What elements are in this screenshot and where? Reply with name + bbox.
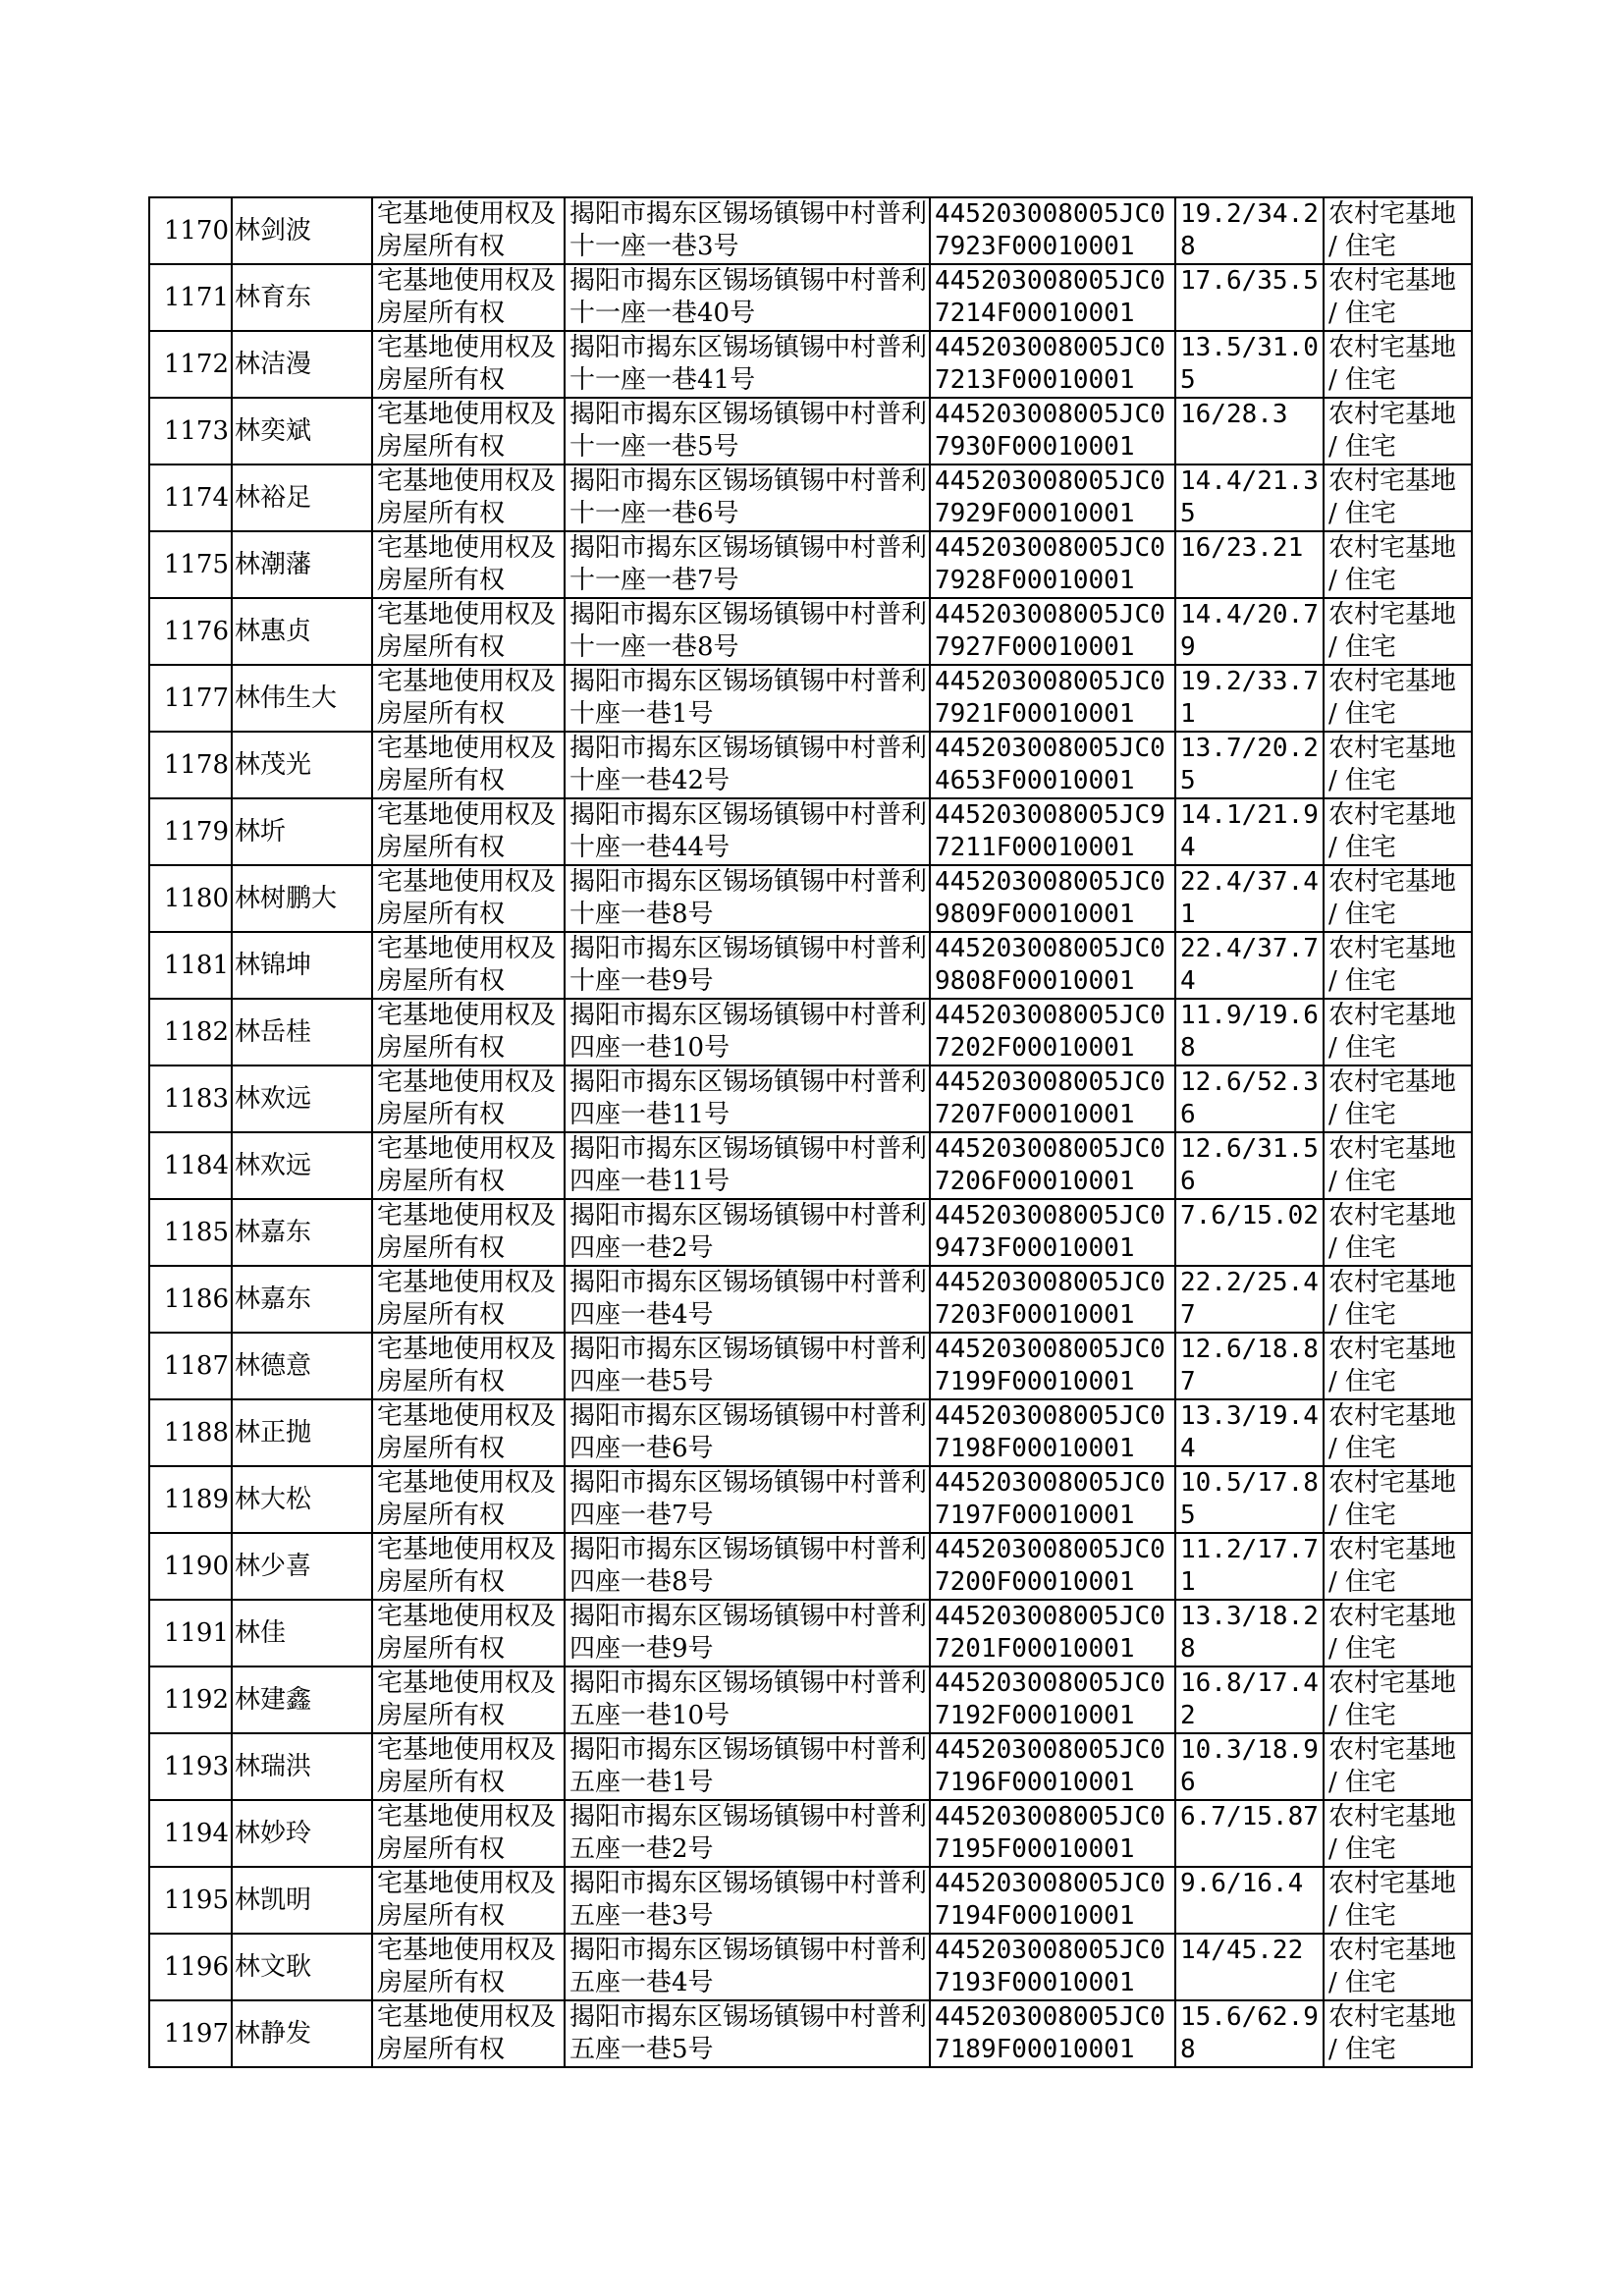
unit-code: 445203008005JC09473F00010001	[930, 1199, 1175, 1266]
unit-code: 445203008005JC07928F00010001	[930, 531, 1175, 598]
area-value: 13.7/20.25	[1175, 732, 1324, 798]
property-address: 揭阳市揭东区锡场镇锡中村普利四座一巷7号	[565, 1466, 930, 1533]
registration-table	[148, 196, 1473, 2068]
row-number: 1189	[149, 1466, 232, 1533]
right-type: 宅基地使用权及房屋所有权	[372, 932, 565, 999]
area-value: 22.4/37.74	[1175, 932, 1324, 999]
area-value: 13.3/19.44	[1175, 1399, 1324, 1466]
unit-code: 445203008005JC07194F00010001	[930, 1867, 1175, 1934]
owner-name: 林惠贞	[232, 598, 372, 665]
owner-name: 林奕斌	[232, 398, 372, 464]
property-address: 揭阳市揭东区锡场镇锡中村普利十一座一巷3号	[565, 197, 930, 264]
right-type: 宅基地使用权及房屋所有权	[372, 1667, 565, 1733]
table-row	[149, 197, 1472, 264]
right-type: 宅基地使用权及房屋所有权	[372, 1533, 565, 1600]
owner-name: 林妙玲	[232, 1800, 372, 1867]
row-number: 1190	[149, 1533, 232, 1600]
row-number: 1171	[149, 264, 232, 331]
property-address: 揭阳市揭东区锡场镇锡中村普利四座一巷9号	[565, 1600, 930, 1667]
owner-name: 林正抛	[232, 1399, 372, 1466]
property-address: 揭阳市揭东区锡场镇锡中村普利五座一巷3号	[565, 1867, 930, 1934]
row-number: 1180	[149, 865, 232, 932]
unit-code: 445203008005JC04653F00010001	[930, 732, 1175, 798]
table-row	[149, 1533, 1472, 1600]
row-number: 1195	[149, 1867, 232, 1934]
row-number: 1187	[149, 1333, 232, 1399]
land-use: 农村宅基地 / 住宅	[1324, 999, 1472, 1066]
right-type: 宅基地使用权及房屋所有权	[372, 1800, 565, 1867]
unit-code: 445203008005JC07213F00010001	[930, 331, 1175, 398]
table-body	[149, 197, 1472, 2067]
row-number: 1176	[149, 598, 232, 665]
area-value: 6.7/15.87	[1175, 1800, 1324, 1867]
owner-name: 林欢远	[232, 1132, 372, 1199]
unit-code: 445203008005JC07927F00010001	[930, 598, 1175, 665]
table-row	[149, 1600, 1472, 1667]
owner-name: 林圻	[232, 798, 372, 865]
owner-name: 林佳	[232, 1600, 372, 1667]
unit-code: 445203008005JC07198F00010001	[930, 1399, 1175, 1466]
land-use: 农村宅基地 / 住宅	[1324, 2000, 1472, 2067]
owner-name: 林洁漫	[232, 331, 372, 398]
unit-code: 445203008005JC07921F00010001	[930, 665, 1175, 732]
area-value: 12.6/31.56	[1175, 1132, 1324, 1199]
table-row	[149, 798, 1472, 865]
row-number: 1177	[149, 665, 232, 732]
table-row	[149, 1333, 1472, 1399]
area-value: 14.4/20.79	[1175, 598, 1324, 665]
table-row	[149, 865, 1472, 932]
right-type: 宅基地使用权及房屋所有权	[372, 1066, 565, 1132]
table-row	[149, 531, 1472, 598]
area-value: 9.6/16.4	[1175, 1867, 1324, 1934]
area-value: 13.3/18.28	[1175, 1600, 1324, 1667]
owner-name: 林建鑫	[232, 1667, 372, 1733]
land-use: 农村宅基地 / 住宅	[1324, 1333, 1472, 1399]
area-value: 17.6/35.5	[1175, 264, 1324, 331]
right-type: 宅基地使用权及房屋所有权	[372, 598, 565, 665]
property-address: 揭阳市揭东区锡场镇锡中村普利四座一巷10号	[565, 999, 930, 1066]
table-row	[149, 1466, 1472, 1533]
land-use: 农村宅基地 / 住宅	[1324, 598, 1472, 665]
land-use: 农村宅基地 / 住宅	[1324, 1600, 1472, 1667]
right-type: 宅基地使用权及房屋所有权	[372, 1600, 565, 1667]
property-address: 揭阳市揭东区锡场镇锡中村普利十座一巷8号	[565, 865, 930, 932]
property-address: 揭阳市揭东区锡场镇锡中村普利十一座一巷7号	[565, 531, 930, 598]
table-row	[149, 1867, 1472, 1934]
unit-code: 445203008005JC07923F00010001	[930, 197, 1175, 264]
table-row	[149, 1667, 1472, 1733]
unit-code: 445203008005JC07197F00010001	[930, 1466, 1175, 1533]
row-number: 1186	[149, 1266, 232, 1333]
area-value: 12.6/52.36	[1175, 1066, 1324, 1132]
owner-name: 林茂光	[232, 732, 372, 798]
owner-name: 林大松	[232, 1466, 372, 1533]
unit-code: 445203008005JC07199F00010001	[930, 1333, 1175, 1399]
row-number: 1183	[149, 1066, 232, 1132]
right-type: 宅基地使用权及房屋所有权	[372, 1934, 565, 2000]
area-value: 10.3/18.96	[1175, 1733, 1324, 1800]
property-address: 揭阳市揭东区锡场镇锡中村普利四座一巷11号	[565, 1132, 930, 1199]
area-value: 22.4/37.41	[1175, 865, 1324, 932]
unit-code: 445203008005JC07195F00010001	[930, 1800, 1175, 1867]
owner-name: 林嘉东	[232, 1199, 372, 1266]
land-use: 农村宅基地 / 住宅	[1324, 1733, 1472, 1800]
right-type: 宅基地使用权及房屋所有权	[372, 331, 565, 398]
table-row	[149, 264, 1472, 331]
unit-code: 445203008005JC07203F00010001	[930, 1266, 1175, 1333]
area-value: 19.2/33.71	[1175, 665, 1324, 732]
row-number: 1185	[149, 1199, 232, 1266]
right-type: 宅基地使用权及房屋所有权	[372, 865, 565, 932]
right-type: 宅基地使用权及房屋所有权	[372, 1733, 565, 1800]
unit-code: 445203008005JC07930F00010001	[930, 398, 1175, 464]
area-value: 16.8/17.42	[1175, 1667, 1324, 1733]
owner-name: 林嘉东	[232, 1266, 372, 1333]
area-value: 12.6/18.87	[1175, 1333, 1324, 1399]
table-row	[149, 598, 1472, 665]
table-row	[149, 1199, 1472, 1266]
owner-name: 林德意	[232, 1333, 372, 1399]
unit-code: 445203008005JC09808F00010001	[930, 932, 1175, 999]
property-address: 揭阳市揭东区锡场镇锡中村普利十座一巷1号	[565, 665, 930, 732]
land-use: 农村宅基地 / 住宅	[1324, 197, 1472, 264]
right-type: 宅基地使用权及房屋所有权	[372, 398, 565, 464]
unit-code: 445203008005JC07206F00010001	[930, 1132, 1175, 1199]
land-use: 农村宅基地 / 住宅	[1324, 1266, 1472, 1333]
table-row	[149, 1934, 1472, 2000]
area-value: 7.6/15.02	[1175, 1199, 1324, 1266]
property-address: 揭阳市揭东区锡场镇锡中村普利五座一巷2号	[565, 1800, 930, 1867]
owner-name: 林潮藩	[232, 531, 372, 598]
table-row	[149, 1132, 1472, 1199]
property-address: 揭阳市揭东区锡场镇锡中村普利四座一巷8号	[565, 1533, 930, 1600]
right-type: 宅基地使用权及房屋所有权	[372, 197, 565, 264]
right-type: 宅基地使用权及房屋所有权	[372, 1266, 565, 1333]
area-value: 16/23.21	[1175, 531, 1324, 598]
row-number: 1178	[149, 732, 232, 798]
table-row	[149, 1733, 1472, 1800]
property-address: 揭阳市揭东区锡场镇锡中村普利五座一巷10号	[565, 1667, 930, 1733]
property-address: 揭阳市揭东区锡场镇锡中村普利四座一巷5号	[565, 1333, 930, 1399]
owner-name: 林伟生大	[232, 665, 372, 732]
row-number: 1194	[149, 1800, 232, 1867]
owner-name: 林树鹏大	[232, 865, 372, 932]
row-number: 1174	[149, 464, 232, 531]
land-use: 农村宅基地 / 住宅	[1324, 798, 1472, 865]
table-row	[149, 732, 1472, 798]
land-use: 农村宅基地 / 住宅	[1324, 1066, 1472, 1132]
row-number: 1193	[149, 1733, 232, 1800]
row-number: 1173	[149, 398, 232, 464]
table-row	[149, 1399, 1472, 1466]
table-row	[149, 1800, 1472, 1867]
area-value: 11.2/17.71	[1175, 1533, 1324, 1600]
area-value: 15.6/62.98	[1175, 2000, 1324, 2067]
row-number: 1175	[149, 531, 232, 598]
owner-name: 林锦坤	[232, 932, 372, 999]
right-type: 宅基地使用权及房屋所有权	[372, 531, 565, 598]
land-use: 农村宅基地 / 住宅	[1324, 1399, 1472, 1466]
unit-code: 445203008005JC07207F00010001	[930, 1066, 1175, 1132]
area-value: 11.9/19.68	[1175, 999, 1324, 1066]
land-use: 农村宅基地 / 住宅	[1324, 531, 1472, 598]
land-use: 农村宅基地 / 住宅	[1324, 1466, 1472, 1533]
owner-name: 林剑波	[232, 197, 372, 264]
area-value: 14/45.22	[1175, 1934, 1324, 2000]
row-number: 1196	[149, 1934, 232, 2000]
row-number: 1179	[149, 798, 232, 865]
land-use: 农村宅基地 / 住宅	[1324, 1934, 1472, 2000]
unit-code: 445203008005JC07189F00010001	[930, 2000, 1175, 2067]
area-value: 19.2/34.28	[1175, 197, 1324, 264]
property-address: 揭阳市揭东区锡场镇锡中村普利五座一巷1号	[565, 1733, 930, 1800]
table-row	[149, 1266, 1472, 1333]
row-number: 1197	[149, 2000, 232, 2067]
property-address: 揭阳市揭东区锡场镇锡中村普利十座一巷42号	[565, 732, 930, 798]
right-type: 宅基地使用权及房屋所有权	[372, 732, 565, 798]
right-type: 宅基地使用权及房屋所有权	[372, 798, 565, 865]
property-address: 揭阳市揭东区锡场镇锡中村普利四座一巷4号	[565, 1266, 930, 1333]
right-type: 宅基地使用权及房屋所有权	[372, 1466, 565, 1533]
right-type: 宅基地使用权及房屋所有权	[372, 1399, 565, 1466]
unit-code: 445203008005JC07193F00010001	[930, 1934, 1175, 2000]
table-row	[149, 464, 1472, 531]
area-value: 14.1/21.94	[1175, 798, 1324, 865]
property-address: 揭阳市揭东区锡场镇锡中村普利十座一巷44号	[565, 798, 930, 865]
owner-name: 林裕足	[232, 464, 372, 531]
unit-code: 445203008005JC07200F00010001	[930, 1533, 1175, 1600]
land-use: 农村宅基地 / 住宅	[1324, 464, 1472, 531]
row-number: 1182	[149, 999, 232, 1066]
land-use: 农村宅基地 / 住宅	[1324, 865, 1472, 932]
table-row	[149, 665, 1472, 732]
land-use: 农村宅基地 / 住宅	[1324, 398, 1472, 464]
right-type: 宅基地使用权及房屋所有权	[372, 1132, 565, 1199]
right-type: 宅基地使用权及房屋所有权	[372, 1199, 565, 1266]
property-address: 揭阳市揭东区锡场镇锡中村普利五座一巷5号	[565, 2000, 930, 2067]
land-use: 农村宅基地 / 住宅	[1324, 1199, 1472, 1266]
unit-code: 445203008005JC09809F00010001	[930, 865, 1175, 932]
right-type: 宅基地使用权及房屋所有权	[372, 999, 565, 1066]
row-number: 1191	[149, 1600, 232, 1667]
table-row	[149, 2000, 1472, 2067]
area-value: 16/28.3	[1175, 398, 1324, 464]
land-use: 农村宅基地 / 住宅	[1324, 665, 1472, 732]
area-value: 10.5/17.85	[1175, 1466, 1324, 1533]
row-number: 1188	[149, 1399, 232, 1466]
property-address: 揭阳市揭东区锡场镇锡中村普利十座一巷9号	[565, 932, 930, 999]
unit-code: 445203008005JC07201F00010001	[930, 1600, 1175, 1667]
land-use: 农村宅基地 / 住宅	[1324, 264, 1472, 331]
land-use: 农村宅基地 / 住宅	[1324, 331, 1472, 398]
unit-code: 445203008005JC07214F00010001	[930, 264, 1175, 331]
owner-name: 林静发	[232, 2000, 372, 2067]
area-value: 14.4/21.35	[1175, 464, 1324, 531]
right-type: 宅基地使用权及房屋所有权	[372, 2000, 565, 2067]
owner-name: 林岳桂	[232, 999, 372, 1066]
right-type: 宅基地使用权及房屋所有权	[372, 264, 565, 331]
unit-code: 445203008005JC97211F00010001	[930, 798, 1175, 865]
land-use: 农村宅基地 / 住宅	[1324, 1533, 1472, 1600]
owner-name: 林凯明	[232, 1867, 372, 1934]
table-row	[149, 398, 1472, 464]
table-row	[149, 331, 1472, 398]
owner-name: 林欢远	[232, 1066, 372, 1132]
property-address: 揭阳市揭东区锡场镇锡中村普利四座一巷2号	[565, 1199, 930, 1266]
unit-code: 445203008005JC07192F00010001	[930, 1667, 1175, 1733]
land-use: 农村宅基地 / 住宅	[1324, 1667, 1472, 1733]
owner-name: 林育东	[232, 264, 372, 331]
row-number: 1192	[149, 1667, 232, 1733]
property-address: 揭阳市揭东区锡场镇锡中村普利十一座一巷41号	[565, 331, 930, 398]
right-type: 宅基地使用权及房屋所有权	[372, 1333, 565, 1399]
right-type: 宅基地使用权及房屋所有权	[372, 665, 565, 732]
property-address: 揭阳市揭东区锡场镇锡中村普利十一座一巷8号	[565, 598, 930, 665]
land-use: 农村宅基地 / 住宅	[1324, 932, 1472, 999]
row-number: 1170	[149, 197, 232, 264]
area-value: 13.5/31.05	[1175, 331, 1324, 398]
owner-name: 林瑞洪	[232, 1733, 372, 1800]
row-number: 1184	[149, 1132, 232, 1199]
right-type: 宅基地使用权及房屋所有权	[372, 1867, 565, 1934]
row-number: 1172	[149, 331, 232, 398]
table-row	[149, 1066, 1472, 1132]
owner-name: 林文耿	[232, 1934, 372, 2000]
property-address: 揭阳市揭东区锡场镇锡中村普利十一座一巷5号	[565, 398, 930, 464]
unit-code: 445203008005JC07196F00010001	[930, 1733, 1175, 1800]
right-type: 宅基地使用权及房屋所有权	[372, 464, 565, 531]
land-use: 农村宅基地 / 住宅	[1324, 732, 1472, 798]
property-address: 揭阳市揭东区锡场镇锡中村普利四座一巷11号	[565, 1066, 930, 1132]
land-use: 农村宅基地 / 住宅	[1324, 1132, 1472, 1199]
unit-code: 445203008005JC07929F00010001	[930, 464, 1175, 531]
row-number: 1181	[149, 932, 232, 999]
land-use: 农村宅基地 / 住宅	[1324, 1867, 1472, 1934]
property-address: 揭阳市揭东区锡场镇锡中村普利五座一巷4号	[565, 1934, 930, 2000]
land-use: 农村宅基地 / 住宅	[1324, 1800, 1472, 1867]
property-address: 揭阳市揭东区锡场镇锡中村普利十一座一巷40号	[565, 264, 930, 331]
property-address: 揭阳市揭东区锡场镇锡中村普利四座一巷6号	[565, 1399, 930, 1466]
table-row	[149, 932, 1472, 999]
area-value: 22.2/25.47	[1175, 1266, 1324, 1333]
unit-code: 445203008005JC07202F00010001	[930, 999, 1175, 1066]
owner-name: 林少喜	[232, 1533, 372, 1600]
property-address: 揭阳市揭东区锡场镇锡中村普利十一座一巷6号	[565, 464, 930, 531]
table-row	[149, 999, 1472, 1066]
